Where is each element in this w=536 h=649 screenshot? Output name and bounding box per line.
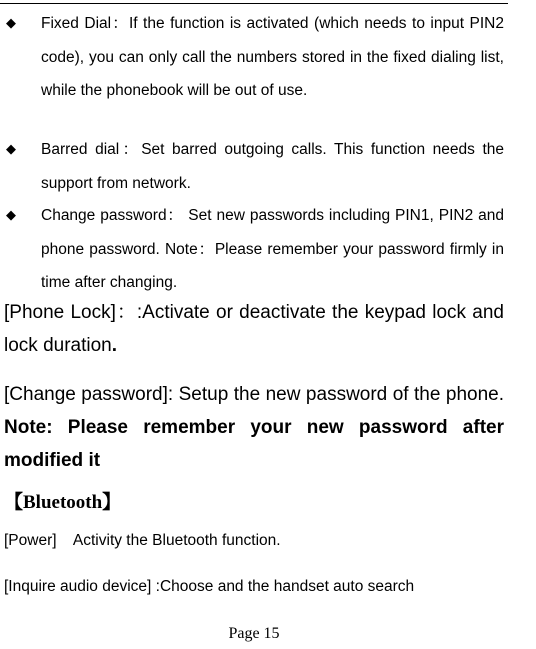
- bluetooth-inquire-paragraph: [Inquire audio device] :Choose and the handset auto search: [4, 578, 415, 595]
- bullet-text: Change password： Set new passwords including PIN1, PIN2 and phone password. Note：Please remember your password firmly in time after changing.: [41, 207, 504, 291]
- bullet-text: Fixed Dial：If the function is activated (which needs to input PIN2 code), you can only call the numbers stored in the fixed dialing list, while the phonebook will be out of use.: [41, 15, 504, 99]
- phone-lock-end: .: [111, 335, 118, 356]
- bluetooth-power-paragraph: [Power] Activity the Bluetooth function.: [4, 532, 281, 549]
- bullet-fixed-dial: [0, 7, 508, 108]
- bluetooth-heading: 【Bluetooth】: [4, 492, 122, 513]
- change-password-paragraph: [4, 378, 504, 477]
- diamond-bullet-icon: ◆: [6, 208, 16, 223]
- bullet-change-password: [0, 199, 508, 300]
- change-password-text: [Change password]: Setup the new password of the phone.: [4, 384, 504, 405]
- bullet-text: Barred dial：Set barred outgoing calls. This function needs the support from network.: [41, 141, 504, 192]
- change-password-note: Note: Please remember your new password after modified it: [4, 417, 504, 471]
- phone-lock-text: [Phone Lock]：:Activate or deactivate the keypad lock and lock duration: [4, 302, 504, 356]
- top-rule: [0, 3, 508, 4]
- bullet-barred-dial: [0, 133, 508, 200]
- page-footer: Page 15: [228, 625, 280, 642]
- diamond-bullet-icon: ◆: [6, 142, 16, 157]
- diamond-bullet-icon: ◆: [6, 16, 16, 31]
- phone-lock-paragraph: [4, 296, 504, 362]
